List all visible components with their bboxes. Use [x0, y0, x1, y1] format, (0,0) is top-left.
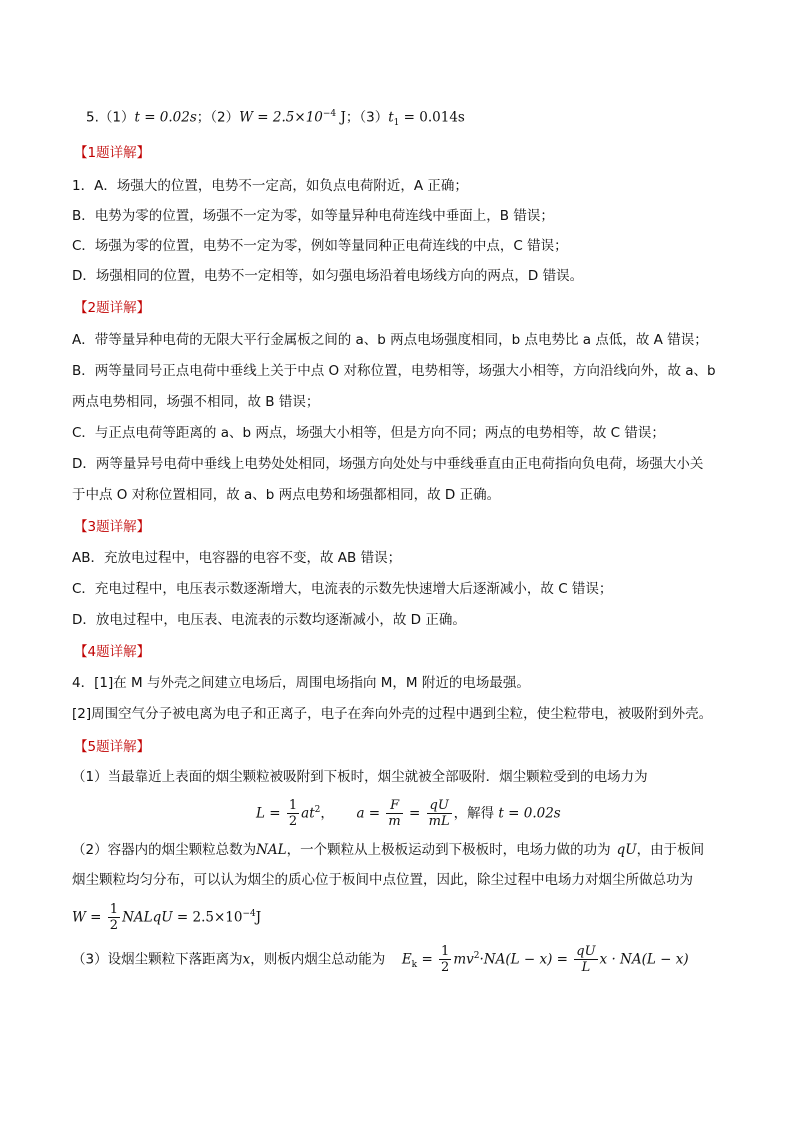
answer-t1-sub: 1	[393, 118, 400, 129]
eq2-exponent: −4	[242, 909, 256, 919]
answer-t: t = 0.02s	[134, 109, 197, 126]
fraction-denominator: L	[581, 960, 591, 975]
fraction-numerator: F	[386, 798, 402, 814]
q5-header: 【5题详解】	[74, 739, 151, 755]
eq3-qU-over-L	[574, 944, 597, 975]
q5-equation-1	[256, 792, 794, 832]
q3-line-3: D．放电过程中，电压表、电流表的示数均逐渐减小，故 D 正确。	[72, 612, 466, 628]
q5-paragraph-1: （1）当最靠近上表面的烟尘颗粒被吸附到下板时，烟尘就被全部吸附．烟尘颗粒受到的电场力为	[72, 769, 648, 785]
eq1-equals: =	[409, 805, 421, 822]
eq1-F-over-m	[386, 798, 402, 829]
answer-line-5	[86, 104, 766, 133]
eq2-NALqU: NALqU	[122, 909, 173, 926]
eq2-half-fraction	[108, 902, 120, 933]
answer-sep: ；（2）	[196, 109, 240, 126]
answer-sep: ；（3）	[345, 109, 389, 126]
fraction-denominator: 2	[109, 918, 119, 933]
eq1-at: at	[301, 805, 315, 822]
q5-p2-text: ，由于板间	[636, 842, 705, 858]
fraction-numerator: 1	[288, 798, 298, 813]
q2-header: 【2题详解】	[74, 300, 151, 316]
answer-W-exponent: −4	[322, 109, 337, 119]
fraction-numerator: 1	[109, 902, 119, 917]
eq2-value: = 2.5×10	[172, 909, 243, 926]
q2-line-1: A．带等量异种电荷的无限大平行金属板之间的 a、b 两点电场强度相同，b 点电势比 a 点低，故 A 错误；	[72, 332, 708, 348]
answer-prefix: 5.（1）	[86, 109, 135, 126]
answer-t1-value: = 0.014s	[399, 109, 465, 126]
q5-p2-text: ，一个颗粒从上极板运动到下极板时，电场力做的功为	[286, 842, 611, 858]
q3-header: 【3题详解】	[74, 519, 151, 535]
eq2-W: W =	[72, 909, 102, 926]
q1-line-4: D．场强相同的位置，电势不一定相等，如匀强电场沿着电场线方向的两点，D 错误。	[72, 268, 584, 284]
q3-line-2: C．充电过程中，电压表示数逐渐增大，电流表的示数先快速增大后逐渐减小，故 C 错误；	[72, 581, 613, 597]
eq3-mv: mv	[453, 951, 474, 968]
eq1-a: a =	[356, 805, 381, 822]
eq1-comma: ，	[320, 805, 334, 822]
fraction-denominator: 2	[441, 960, 450, 975]
eq1-qU-over-mL	[427, 798, 452, 829]
q4-line-1: 4．[1]在 M 与外壳之间建立电场后，周围电场指向 M，M 附近的电场最强。	[72, 675, 530, 691]
eq1-t: t = 0.02s	[498, 805, 561, 822]
q5-paragraph-2b: 烟尘颗粒均匀分布，可以认为烟尘的质心位于板间中点位置，因此，除尘过程中电场力对烟尘所做总功为	[72, 872, 693, 888]
fraction-denominator: 2	[288, 814, 298, 829]
eq1-L: L =	[256, 805, 281, 822]
q5-p3-text: ，则板内烟尘总动能为	[250, 951, 386, 968]
q3-line-1: AB．充放电过程中，电容器的电容不变，故 AB 错误；	[72, 550, 402, 566]
eq3-k-subscript: k	[411, 960, 418, 971]
eq1-square: 2	[314, 805, 321, 815]
q5-p2-text: （2）容器内的烟尘颗粒总数为	[72, 842, 257, 858]
q5-paragraph-3	[72, 938, 752, 983]
q2-line-6: 于中点 O 对称位置相同，故 a、b 两点电势和场强都相同，故 D 正确。	[72, 487, 501, 503]
q1-header: 【1题详解】	[74, 145, 151, 161]
q5-p2-NAL: NAL	[256, 842, 287, 858]
fraction-denominator: m	[388, 814, 401, 829]
answer-t1: t	[388, 109, 394, 126]
q2-line-4: C．与正点电荷等距离的 a、b 两点，场强大小相等，但是方向不同；两点的电势相等，故 C 错误；	[72, 425, 665, 441]
q2-line-3: 两点电势相同，场强不相同，故 B 错误；	[72, 394, 320, 410]
answer-W: W = 2.5×10	[239, 109, 323, 126]
q1-line-2: B．电势为零的位置，场强不一定为零，如等量异种电荷连线中垂面上，B 错误；	[72, 208, 554, 224]
eq1-half-fraction	[287, 798, 299, 829]
answer-W-unit: J	[336, 109, 346, 126]
q5-p2-qU: qU	[616, 842, 637, 858]
q1-line-1: 1．A．场强大的位置，电势不一定高，如负点电荷附近，A 正确；	[72, 178, 468, 194]
fraction-denominator: mL	[428, 814, 450, 829]
eq3-E: E	[401, 951, 412, 968]
q5-paragraph-2	[72, 840, 752, 860]
eq3-tail: x · NA(L − x)	[599, 951, 689, 968]
q2-line-2: B．两等量同号正点电荷中垂线上关于中点 O 对称位置，电势相等，场强大小相等，方向沿线向外，故 a、b	[72, 363, 716, 379]
q1-line-3: C．场强为零的位置，电势不一定为零，例如等量同种正电荷连线的中点，C 错误；	[72, 238, 568, 254]
eq3-equals: =	[421, 951, 433, 968]
eq1-solve-text: ，解得	[453, 805, 495, 822]
eq2-unit: J	[255, 909, 262, 926]
q4-header: 【4题详解】	[74, 644, 151, 660]
eq3-half-fraction	[439, 944, 451, 975]
q4-line-2: [2]周围空气分子被电离为电子和正离子，电子在奔向外壳的过程中遇到尘粒，使尘粒带电，被吸附到外壳。	[72, 706, 713, 722]
eq3-middle: ·NA(L − x) =	[479, 951, 568, 968]
q5-p3-x: x	[242, 951, 251, 968]
q5-equation-2	[72, 896, 752, 936]
fraction-numerator: 1	[441, 944, 450, 959]
fraction-numerator: qU	[576, 944, 596, 959]
fraction-numerator: qU	[427, 798, 452, 814]
q5-p3-text: （3）设烟尘颗粒下落距离为	[72, 951, 243, 968]
eq3-square: 2	[473, 951, 480, 961]
q2-line-5: D．两等量异号电荷中垂线上电势处处相同，场强方向处处与中垂线垂直由正电荷指向负电荷，场强大小关	[72, 456, 704, 472]
